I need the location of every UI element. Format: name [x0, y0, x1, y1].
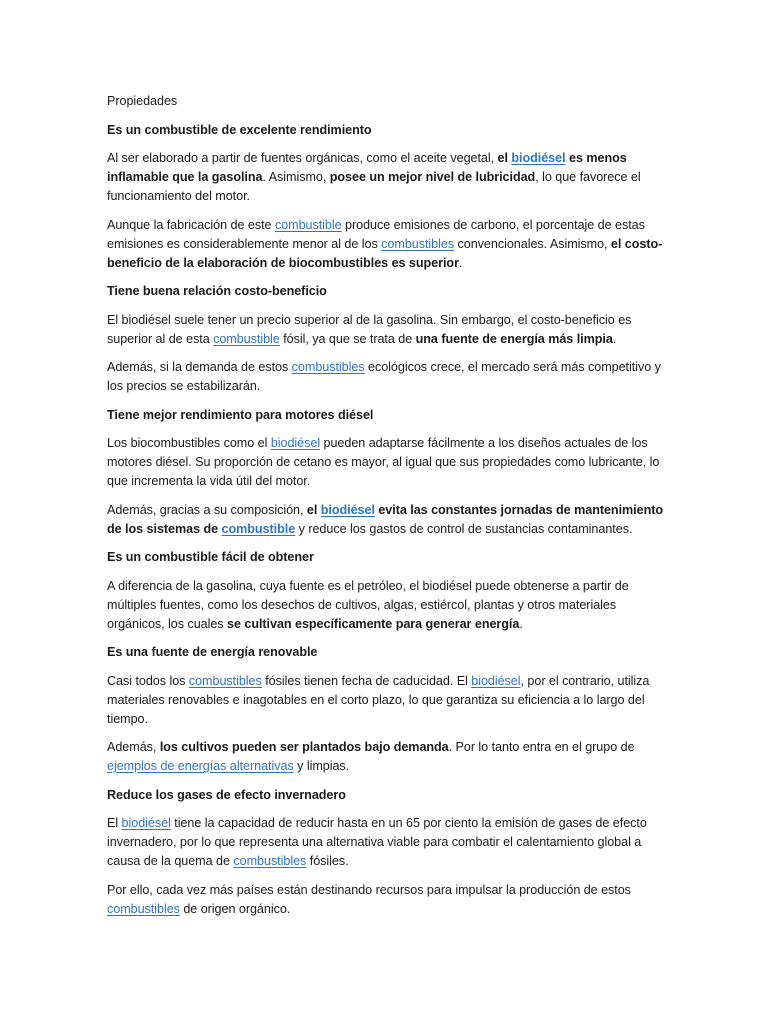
text-run: Casi todos los [107, 673, 189, 688]
inline-link[interactable]: biodiésel [320, 502, 375, 517]
inline-link[interactable]: ejemplos de energías alternativas [107, 759, 294, 773]
text-run: Los biocombustibles como el [107, 436, 271, 450]
bold-text: el [497, 151, 512, 165]
inline-link[interactable]: biodiésel [471, 673, 521, 688]
text-run: Además, [107, 740, 160, 754]
body-paragraph [107, 216, 668, 273]
section-heading: Es una fuente de energía renovable [107, 645, 318, 659]
body-paragraph [107, 434, 668, 491]
text-run: El biodiésel suele tener un precio superior al de la gasolina. Sin embargo, el costo-beneficio es superior al de esta [107, 312, 632, 346]
bold-text: posee un mejor nivel de lubricidad [329, 170, 536, 184]
inline-link[interactable]: combustibles [381, 236, 455, 251]
text-run: produce emisiones de carbono, el porcentaje de estas emisiones es considerablemente menor al de los [107, 217, 645, 251]
section-heading: Tiene mejor rendimiento para motores diésel [107, 407, 374, 422]
inline-link[interactable]: combustibles [188, 673, 262, 688]
text-run: tiene la capacidad de reducir hasta en un 65 por ciento la emisión de gases de efecto invernadero, por lo que representa una alternativa viable para combatir el calentamiento global a causa de la quema de [107, 816, 647, 868]
inline-link[interactable]: combustible [221, 521, 296, 536]
text-run: , por el contrario, utiliza materiales renovables e inagotables en el corto plazo, lo que garantiza su eficiencia a lo largo del tiempo. [107, 673, 650, 726]
inline-link[interactable]: biodiésel [121, 816, 171, 830]
body-paragraph [107, 311, 668, 349]
body-paragraph [107, 149, 668, 206]
section-heading: Es un combustible de excelente rendimiento [107, 122, 372, 137]
text-run: Además, gracias a su composición, [107, 502, 307, 517]
text-run: convencionales. Asimismo, [454, 236, 611, 251]
bold-text: una fuente de energía más limpia [415, 331, 613, 346]
section-heading: Es un combustible fácil de obtener [107, 550, 314, 564]
text-run: de origen orgánico. [179, 901, 291, 916]
body-paragraph [107, 881, 668, 919]
text-run: . [458, 255, 463, 270]
text-run: Por ello, cada vez más países están destinando recursos para impulsar la producción de estos [107, 882, 631, 897]
text-run: fósil, ya que se trata de [279, 331, 416, 346]
body-paragraph [107, 501, 668, 539]
document-title: Propiedades [107, 94, 178, 108]
inline-link[interactable]: combustibles [107, 901, 180, 916]
bold-text: el [306, 502, 321, 517]
inline-link[interactable]: biodiésel [511, 151, 566, 165]
document-body [107, 121, 668, 919]
section-heading: Reduce los gases de efecto invernadero [107, 787, 346, 802]
text-run: . Asimismo, [262, 170, 330, 184]
text-run: pueden adaptarse fácilmente a los diseños actuales de los motores diésel. Su proporción de cetano es mayor, al igual que sus propiedades como lubricante, lo que incrementa la vida útil del motor. [107, 436, 660, 488]
bold-text: es menos inflamable que la gasolina [107, 151, 627, 184]
inline-link[interactable]: combustible [213, 331, 280, 346]
text-run: Además, si la demanda de estos [107, 360, 292, 374]
text-run: fósiles tienen fecha de caducidad. El [261, 673, 472, 688]
text-run: Al ser elaborado a partir de fuentes orgánicas, como el aceite vegetal, [107, 151, 498, 165]
text-run: . [519, 616, 523, 631]
section-heading: Tiene buena relación costo-beneficio [107, 284, 327, 298]
body-paragraph [107, 358, 668, 396]
text-run: . Por lo tanto entra en el grupo de [448, 740, 635, 754]
text-run: y limpias. [293, 759, 350, 773]
text-run: , lo que favorece el funcionamiento del motor. [107, 170, 641, 203]
inline-link[interactable]: combustibles [291, 360, 365, 374]
bold-text: los cultivos pueden ser plantados bajo demanda [159, 740, 449, 754]
bold-text: se cultivan específicamente para generar energía [227, 616, 520, 631]
text-run: fósiles. [306, 854, 349, 868]
inline-link[interactable]: combustibles [233, 854, 307, 868]
inline-link[interactable]: combustible [274, 217, 342, 232]
inline-link[interactable]: biodiésel [270, 436, 321, 450]
body-paragraph [107, 814, 668, 871]
text-run: El [107, 816, 122, 830]
text-run: ecológicos crece, el mercado será más competitivo y los precios se estabilizarán. [107, 360, 661, 393]
text-run: y reduce los gastos de control de sustancias contaminantes. [295, 521, 633, 536]
text-run: . [612, 331, 617, 346]
text-run: Aunque la fabricación de este [107, 217, 275, 232]
body-paragraph [107, 577, 668, 634]
bold-text: el costo-beneficio de la elaboración de biocombustibles es superior [107, 236, 663, 270]
body-paragraph [107, 738, 668, 776]
body-paragraph [107, 672, 668, 729]
text-run: A diferencia de la gasolina, cuya fuente es el petróleo, el biodiésel puede obtenerse a partir de múltiples fuentes, como los desechos de cultivos, algas, estiércol, plantas y otros materiales orgánicos, los cuales [107, 578, 629, 631]
bold-text: evita las constantes jornadas de mantenimiento de los sistemas de [107, 502, 664, 536]
